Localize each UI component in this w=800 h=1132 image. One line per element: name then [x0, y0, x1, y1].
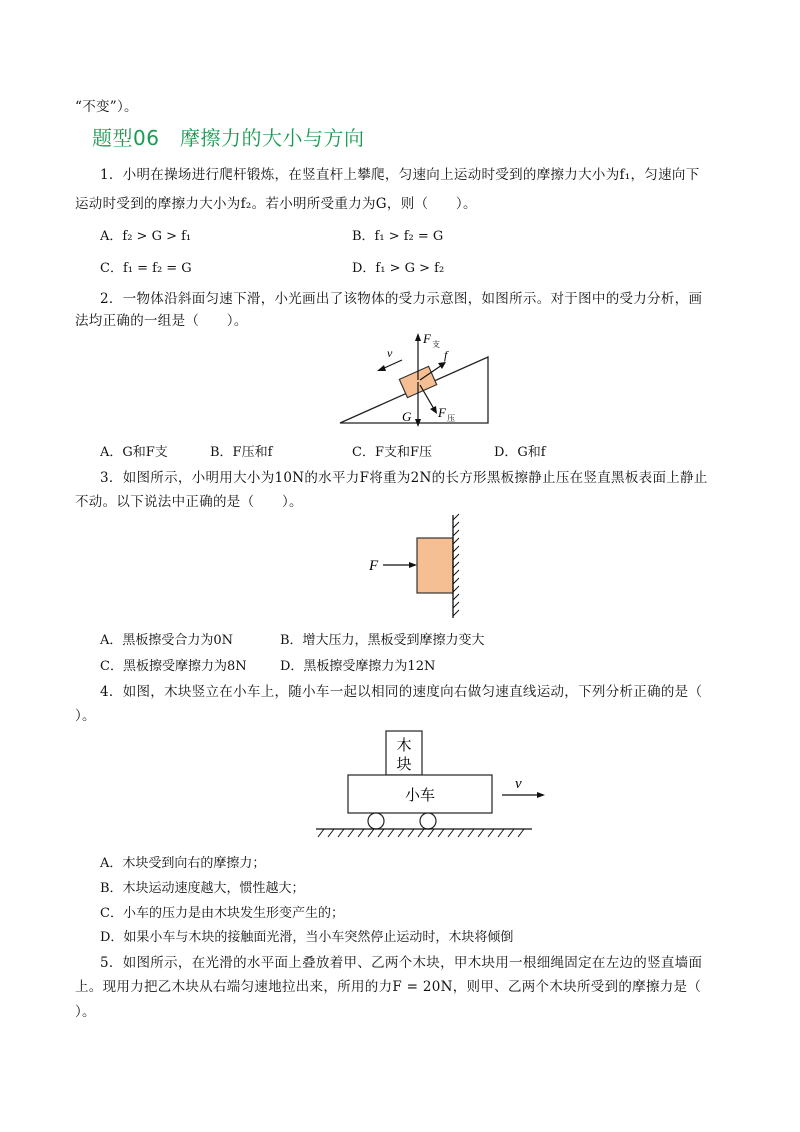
q2-option-a[interactable]: A．G和F支	[100, 445, 168, 460]
block-label-top: 木	[396, 738, 412, 754]
q4-option-c[interactable]: C．小车的压力是由木块发生形变产生的；	[100, 906, 344, 921]
previous-question-tail: “不变”）。	[75, 99, 138, 115]
pressure-force-label: F	[438, 405, 446, 420]
friction-label: f	[444, 348, 448, 362]
q3-line2: 不动。以下说法中正确的是（ ）。	[75, 494, 303, 510]
force-label: F	[369, 558, 379, 574]
cart-block-diagram	[310, 725, 560, 843]
q1-line1: 1．小明在操场进行爬杆锻炼，在竖直杆上攀爬，匀速向上运动时受到的摩擦力大小为f₁，匀速向下	[100, 167, 700, 183]
q2-option-d[interactable]: D．G和f	[494, 445, 546, 460]
cart-wheel-left	[368, 813, 384, 829]
q2-line2: 法均正确的一组是（ ）。	[75, 313, 248, 329]
block-label-bottom: 块	[396, 757, 412, 773]
q4-option-d[interactable]: D．如果小车与木块的接触面光滑，当小车突然停止运动时，木块将倾倒	[100, 930, 514, 945]
q3-option-a[interactable]: A．黑板擦受合力为0N	[100, 633, 234, 648]
support-force-subscript: 支	[432, 340, 440, 349]
pressure-force-subscript: 压	[447, 414, 455, 423]
q3-option-d[interactable]: D．黑板擦受摩擦力为12N	[280, 659, 436, 674]
section-title: 题型06 摩擦力的大小与方向	[92, 126, 365, 150]
q1-option-d[interactable]: D．f₁ > G > f₂	[352, 261, 445, 276]
cart-wheel-right	[420, 813, 436, 829]
q4-line2: ）。	[75, 708, 96, 724]
incline-force-diagram	[330, 325, 500, 430]
cart-velocity-label: v	[515, 776, 522, 792]
eraser-block	[417, 538, 453, 593]
q3-option-b[interactable]: B．增大压力，黑板受到摩擦力变大	[280, 633, 485, 648]
gravity-label: G	[402, 409, 412, 424]
q5-line3: ）。	[75, 1004, 96, 1020]
q4-option-a[interactable]: A．木块受到向右的摩擦力；	[100, 856, 266, 871]
q5-line1: 5．如图所示，在光滑的水平面上叠放着甲、乙两个木块，甲木块用一根细绳固定在左边的竖直墙面	[100, 955, 703, 971]
q2-line1: 2．一物体沿斜面匀速下滑，小光画出了该物体的受力示意图，如图所示。对于图中的受力分析，画	[100, 291, 703, 307]
q1-option-b[interactable]: B．f₁ > f₂ = G	[352, 229, 444, 244]
q1-option-c[interactable]: C．f₁ = f₂ = G	[100, 261, 192, 276]
q4-line1: 4．如图，木块竖立在小车上，随小车一起以相同的速度向右做匀速直线运动，下列分析正确的是（	[100, 684, 703, 700]
cart-label: 小车	[404, 788, 436, 804]
q3-option-c[interactable]: C．黑板擦受摩擦力为8N	[100, 659, 247, 674]
q1-line2: 运动时受到的摩擦力大小为f₂。若小明所受重力为G，则（ ）。	[75, 196, 477, 212]
eraser-wall-diagram	[365, 510, 465, 620]
q5-line2: 上。现用力把乙木块从右端匀速地拉出来，所用的力F = 20N，则甲、乙两个木块所受到的摩擦力是（	[75, 979, 702, 995]
q1-option-a[interactable]: A．f₂ > G > f₁	[100, 229, 192, 244]
velocity-label: v	[387, 346, 393, 360]
ground-hatching	[318, 829, 524, 837]
wall-hatching	[453, 514, 459, 616]
q3-line1: 3．如图所示，小明用大小为10N的水平力F将重为2N的长方形黑板擦静止压在竖直黑板表面上静止	[100, 470, 708, 486]
support-force-label: F	[423, 331, 431, 346]
q2-option-b[interactable]: B．F压和f	[210, 445, 273, 460]
q2-option-c[interactable]: C．F支和F压	[352, 445, 432, 460]
q4-option-b[interactable]: B．木块运动速度越大，惯性越大；	[100, 881, 305, 896]
